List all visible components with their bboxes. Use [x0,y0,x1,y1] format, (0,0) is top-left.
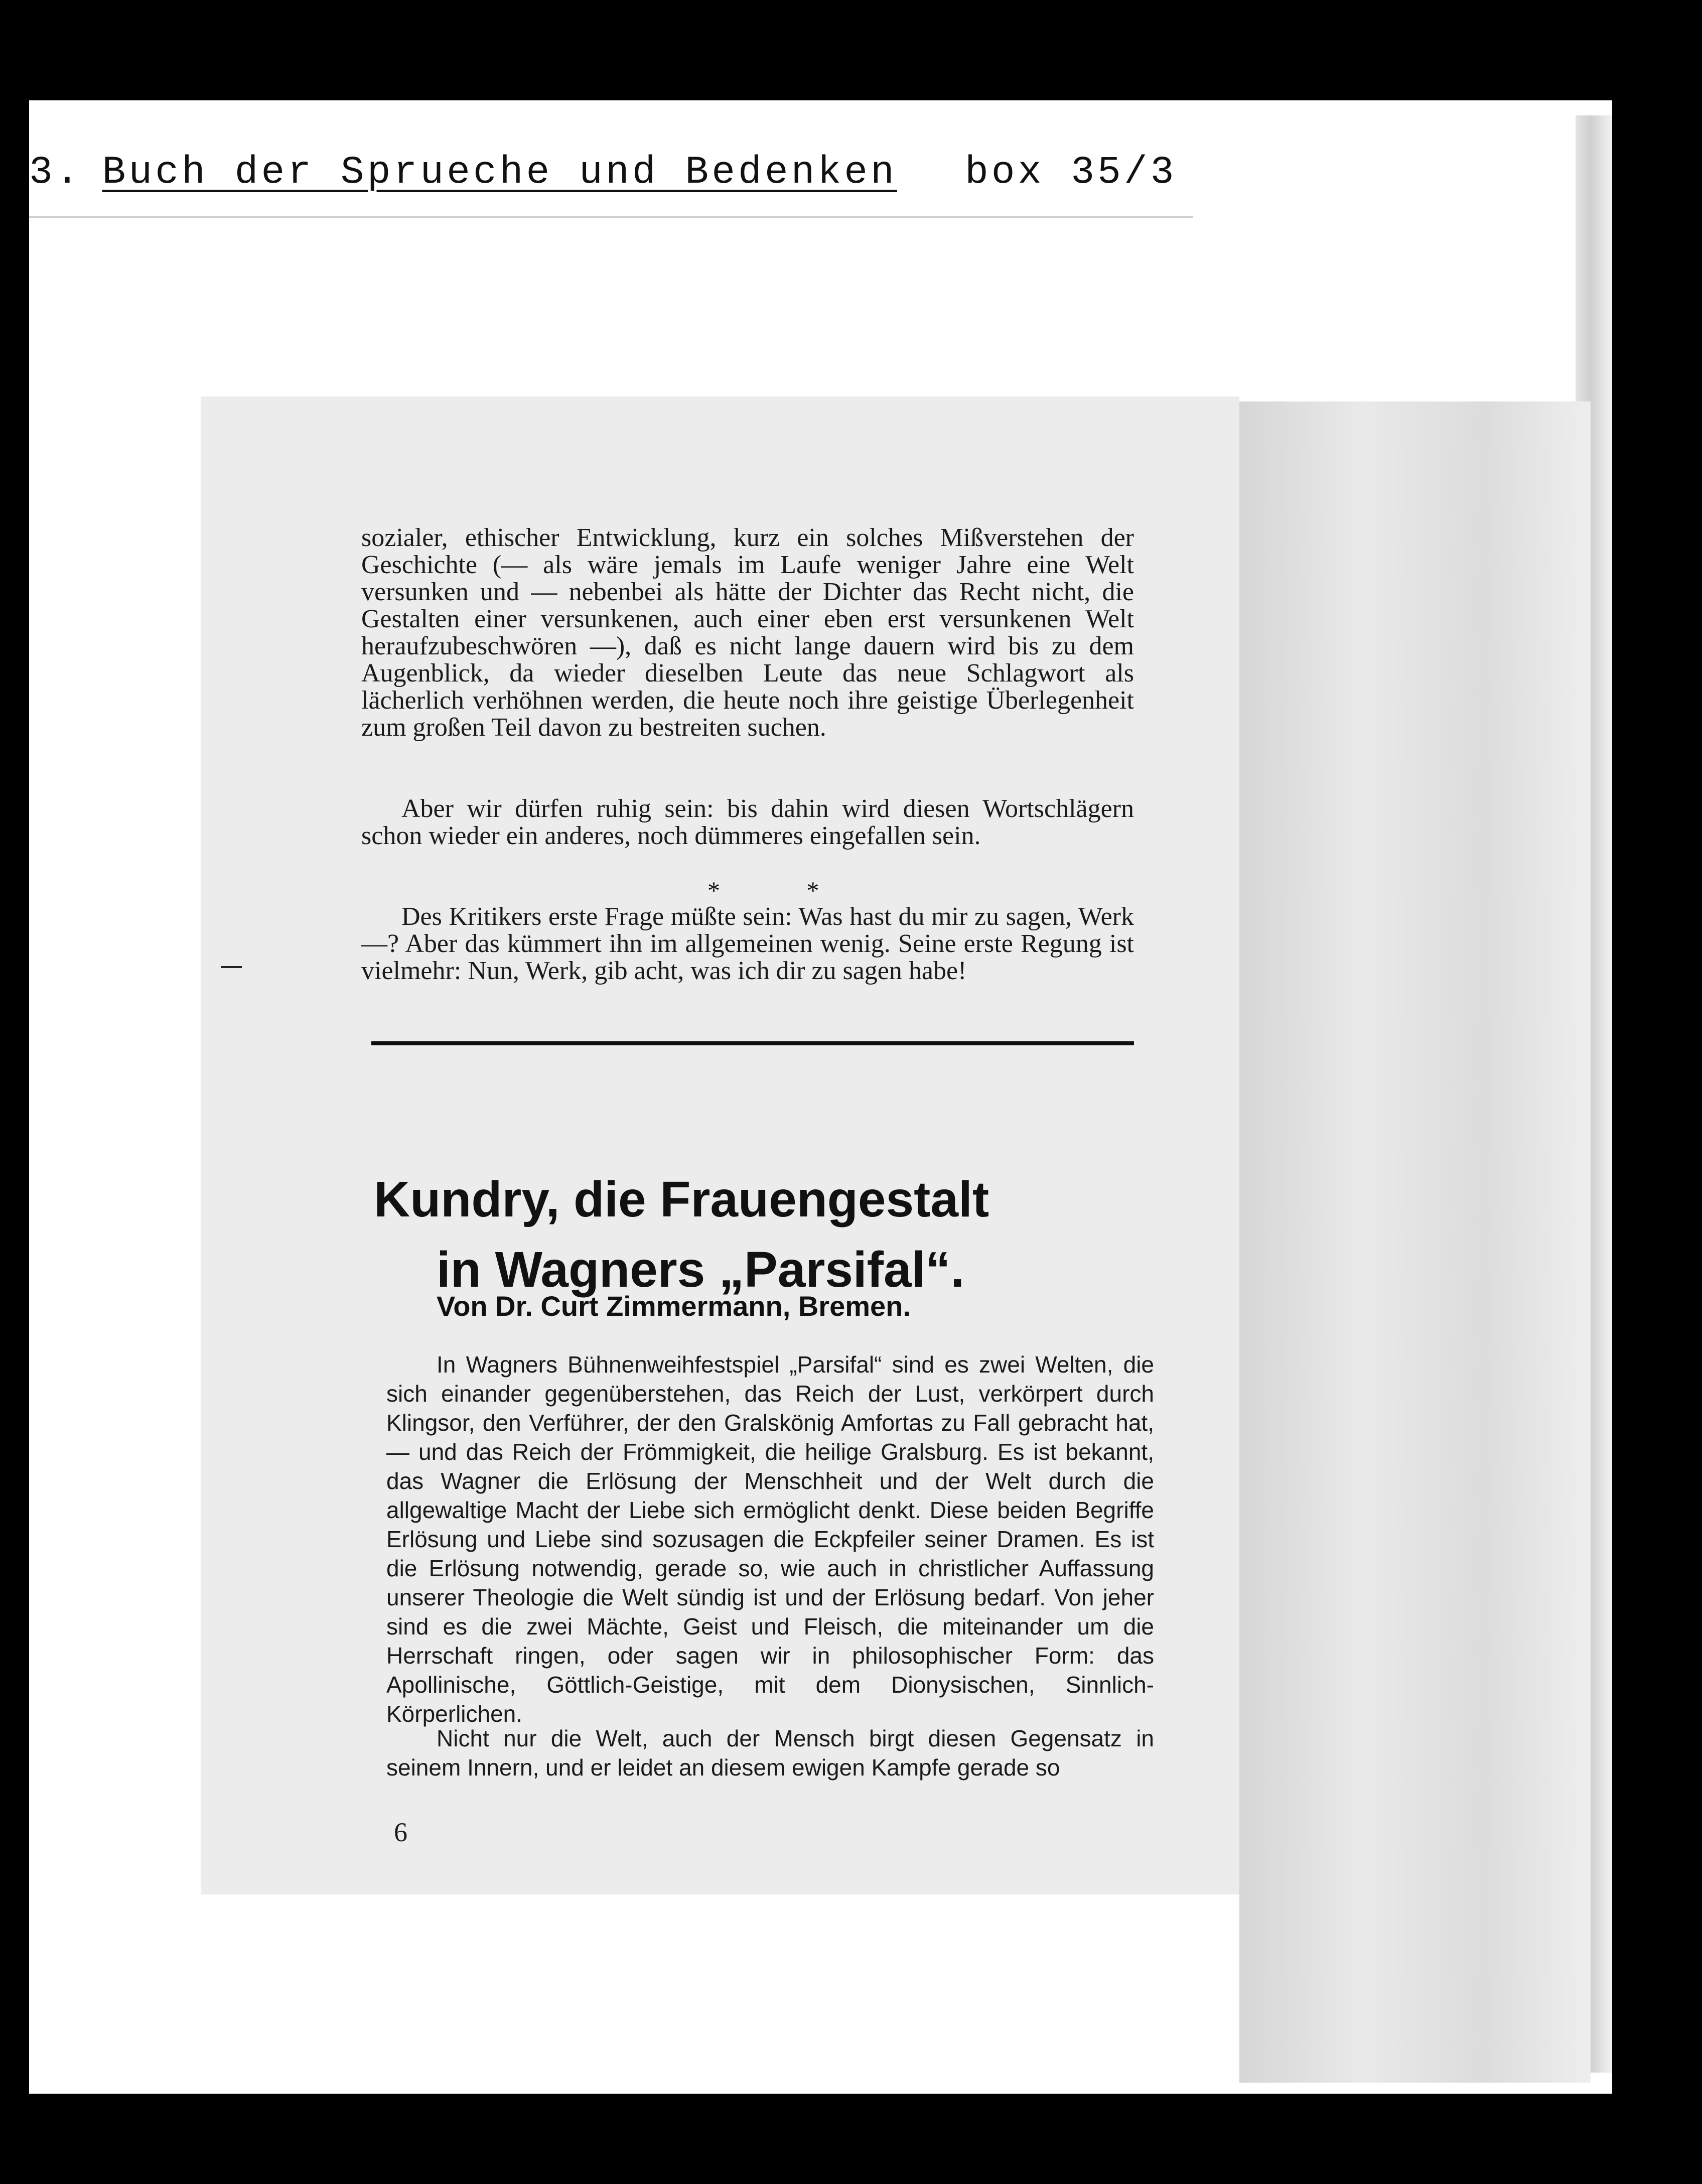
page-number: 6 [394,1817,407,1847]
box-label: box 35/3 [965,151,1177,195]
paragraph-text: In Wagners Bühnenweihfestspiel „Parsifal“ sind es zwei Welten, die sich einander gegenüberstehen, das Reich der Lust, verkörpert durch Klingsor, den Verführer, der den Gralskönig Amfortas zu Fall gebracht hat, — und das Reich der Frömmigkeit, die heilige Gralsburg. Es ist bekannt, das Wagner die Erlösung der Menschheit und der Welt durch die allgewaltige Macht der Liebe sich ermöglicht denkt. Diese beiden Begriffe Erlösung und Liebe sind sozusagen die Eckpfeiler seiner Dramen. Es ist die Erlösung notwendig, gerade so, wie auch in christlicher Auffassung unserer Theologie die Welt sündig ist und der Erlösung bedarf. Von jeher sind es die zwei Mächte, Geist und Fleisch, die miteinander um die Herrschaft ringen, oder sagen wir in philosophischer Form: das Apollinische, Göttlich-Geistige, mit dem Dionysischen, Sinnlich-Körperlichen. [386,1351,1154,1727]
article-paragraph-2 [386,1724,1154,1782]
previous-article-paragraph-3 [361,903,1134,985]
paragraph-text: Aber wir dürfen ruhig sein: bis dahin wird diesen Wortschlägern schon wieder ein anderes, noch dümmeres eingefallen sein. [361,794,1134,850]
article-title [374,1164,1227,1305]
header-number: 3. [29,151,82,195]
header-rule [29,216,1193,218]
section-separator: * * [707,876,860,904]
margin-mark [221,966,242,968]
header-title: Buch der Sprueche und Bedenken [102,151,897,195]
previous-article-paragraph-1: sozialer, ethischer Entwicklung, kurz ein solches Mißverstehen der Geschichte (— als wäre jemals im Laufe weniger Jahre eine Welt versunken und — nebenbei als hätte der Dichter das Recht nicht, die Gestalten einer versunkenen, auch einer eben erst versunkenen Welt heraufzubeschwören —), daß es nicht lange dauern wird bis zu dem Augenblick, da wieder dieselben Leute das neue Schlagwort als lächerlich verhöhnen werden, die heute noch ihre geistige Überlegenheit zum großen Teil davon zu bestreiten suchen. [361,523,1134,742]
section-rule [371,1041,1134,1045]
article-paragraph-1 [386,1350,1154,1728]
article-byline: Von Dr. Curt Zimmermann, Bremen. [437,1290,911,1322]
clipping-shadow [1239,401,1591,2083]
paragraph-text: Des Kritikers erste Frage müßte sein: Was hast du mir zu sagen, Werk —? Aber das kümmert ihn im allgemeinen wenig. Seine erste Regung ist vielmehr: Nun, Werk, gib acht, was ich dir zu sagen habe! [361,902,1134,985]
previous-article-paragraph-2 [361,795,1134,850]
paragraph-text: Nicht nur die Welt, auch der Mensch birgt diesen Gegensatz in seinem Innern, und er leidet an diesem ewigen Kampfe gerade so [386,1725,1154,1781]
title-line-1: Kundry, die Frauengestalt [374,1171,989,1227]
title-line-2: in Wagners „Parsifal“. [437,1242,965,1298]
archive-header [29,151,1198,195]
